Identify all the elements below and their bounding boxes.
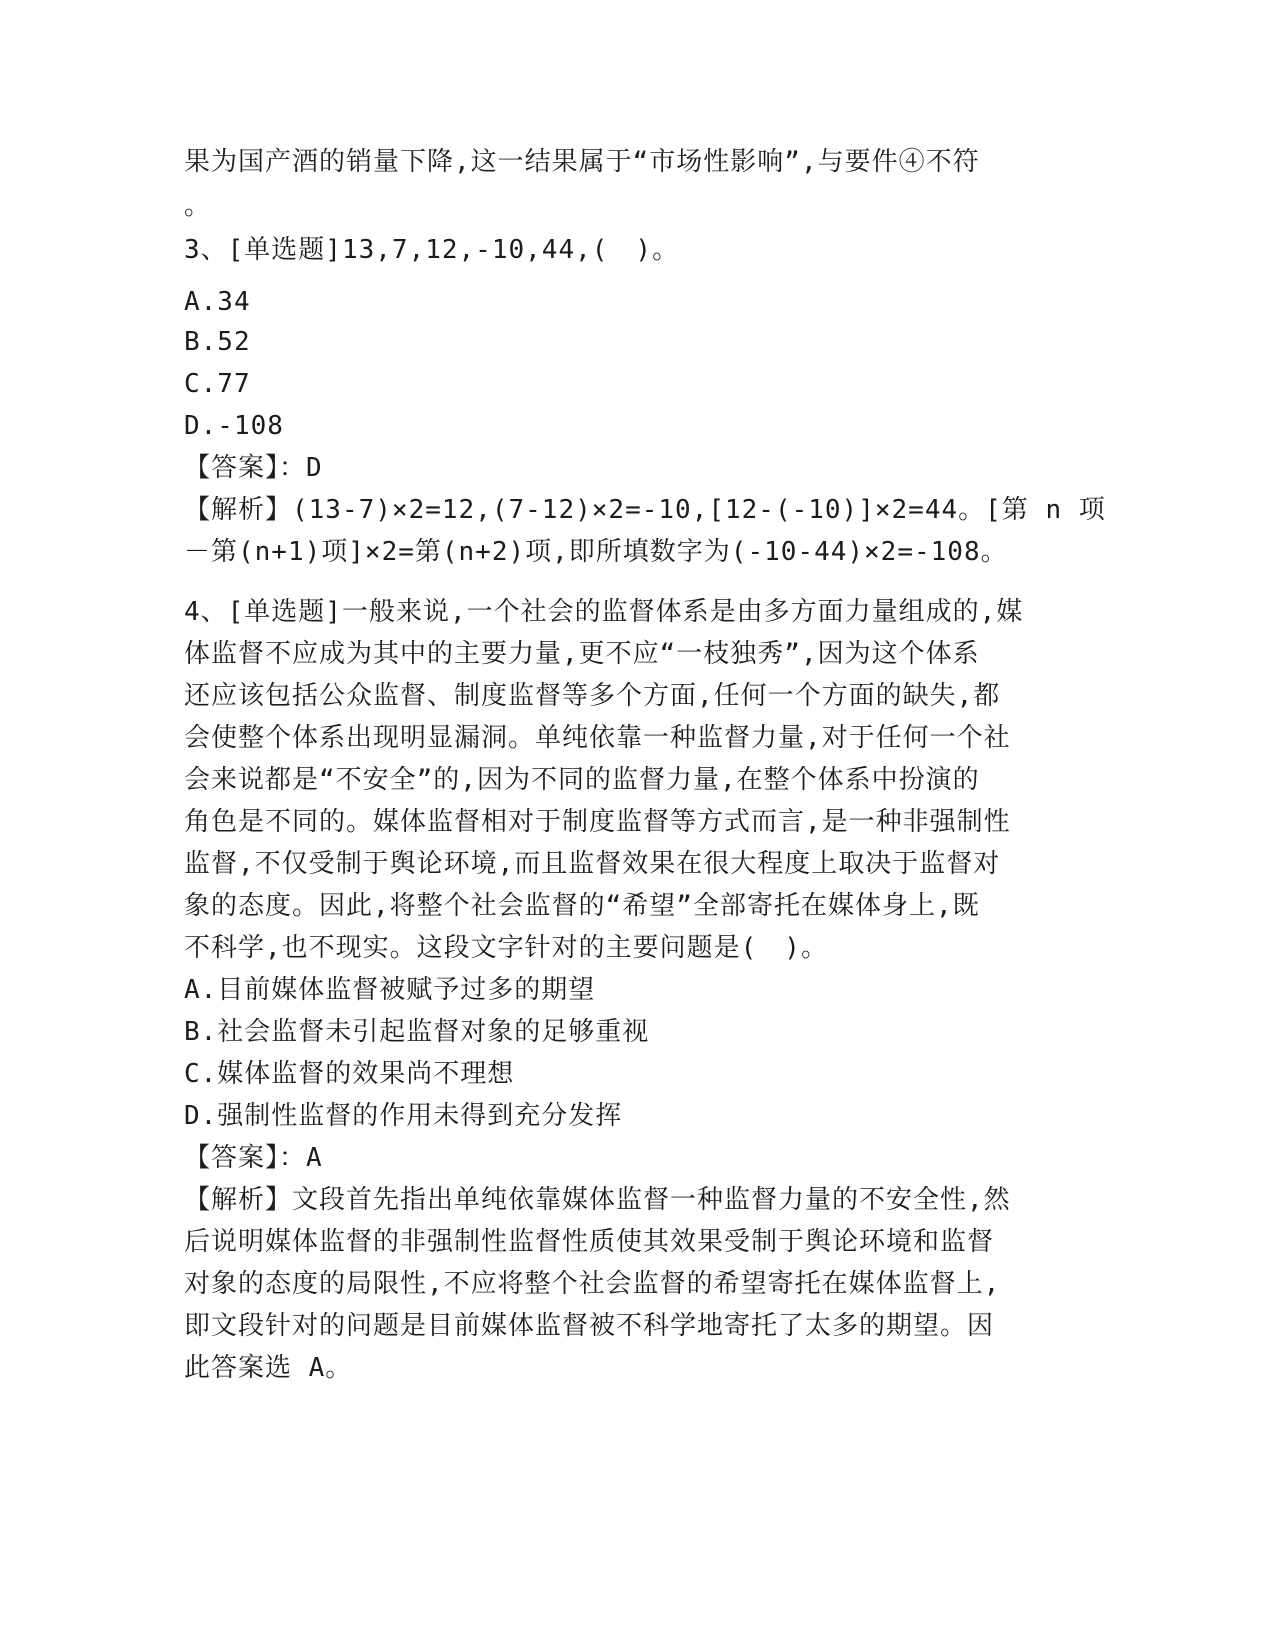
q4-analysis-line-2: 后说明媒体监督的非强制性监督性质使其效果受制于舆论环境和监督 [184,1227,995,1257]
q4-analysis-line-1: 【解析】文段首先指出单纯依靠媒体监督一种监督力量的不安全性,然 [184,1185,1011,1215]
q4-answer: 【答案】：A [184,1143,323,1173]
q4-option-c: C.媒体监督的效果尚不理想 [184,1059,515,1089]
q4-analysis-line-5: 此答案选 A。 [184,1353,353,1383]
q4-stem-line-6: 角色是不同的。媒体监督相对于制度监督等方式而言,是一种非强制性 [184,807,1011,837]
q4-stem-line-2: 体监督不应成为其中的主要力量,更不应“一枝独秀”,因为这个体系 [184,639,980,669]
q3-option-b: B.52 [184,327,251,357]
q3-analysis-line-1: 【解析】(13-7)×2=12,(7-12)×2=-10,[12-(-10)]×2=44。[第 n 项 [184,495,1106,525]
continuation-line-1: 果为国产酒的销量下降,这一结果属于“市场性影响”,与要件④不符 [184,147,980,177]
q4-stem-line-8: 象的态度。因此,将整个社会监督的“希望”全部寄托在媒体身上,既 [184,891,980,921]
continuation-line-2: 。 [184,191,212,221]
q4-option-b: B.社会监督未引起监督对象的足够重视 [184,1017,650,1047]
q4-stem-line-4: 会使整个体系出现明显漏洞。单纯依靠一种监督力量,对于任何一个社 [184,723,1011,753]
q4-stem-line-5: 会来说都是“不安全”的,因为不同的监督力量,在整个体系中扮演的 [184,765,980,795]
q4-option-d: D.强制性监督的作用未得到充分发挥 [184,1101,623,1131]
q3-option-c: C.77 [184,369,251,399]
q4-option-a: A.目前媒体监督被赋予过多的期望 [184,975,596,1005]
q3-stem: 3、[单选题]13,7,12,-10,44,( )。 [184,235,680,265]
q4-analysis-line-3: 对象的态度的局限性,不应将整个社会监督的希望寄托在媒体监督上, [184,1269,1001,1299]
q3-option-a: A.34 [184,287,251,317]
q3-option-d: D.-108 [184,411,284,441]
q3-answer: 【答案】：D [184,453,323,483]
q4-analysis-line-4: 即文段针对的问题是目前媒体监督被不科学地寄托了太多的期望。因 [184,1311,995,1341]
q3-analysis-line-2: －第(n+1)项]×2=第(n+2)项,即所填数字为(-10-44)×2=-108。 [184,537,1008,567]
q4-stem-line-7: 监督,不仅受制于舆论环境,而且监督效果在很大程度上取决于监督对 [184,849,1001,879]
q4-stem-line-9: 不科学,也不现实。这段文字针对的主要问题是( )。 [184,933,828,963]
q4-stem-line-3: 还应该包括公众监督、制度监督等多个方面,任何一个方面的缺失,都 [184,681,1001,711]
q4-stem-line-1: 4、[单选题]一般来说,一个社会的监督体系是由多方面力量组成的,媒 [184,597,1024,627]
